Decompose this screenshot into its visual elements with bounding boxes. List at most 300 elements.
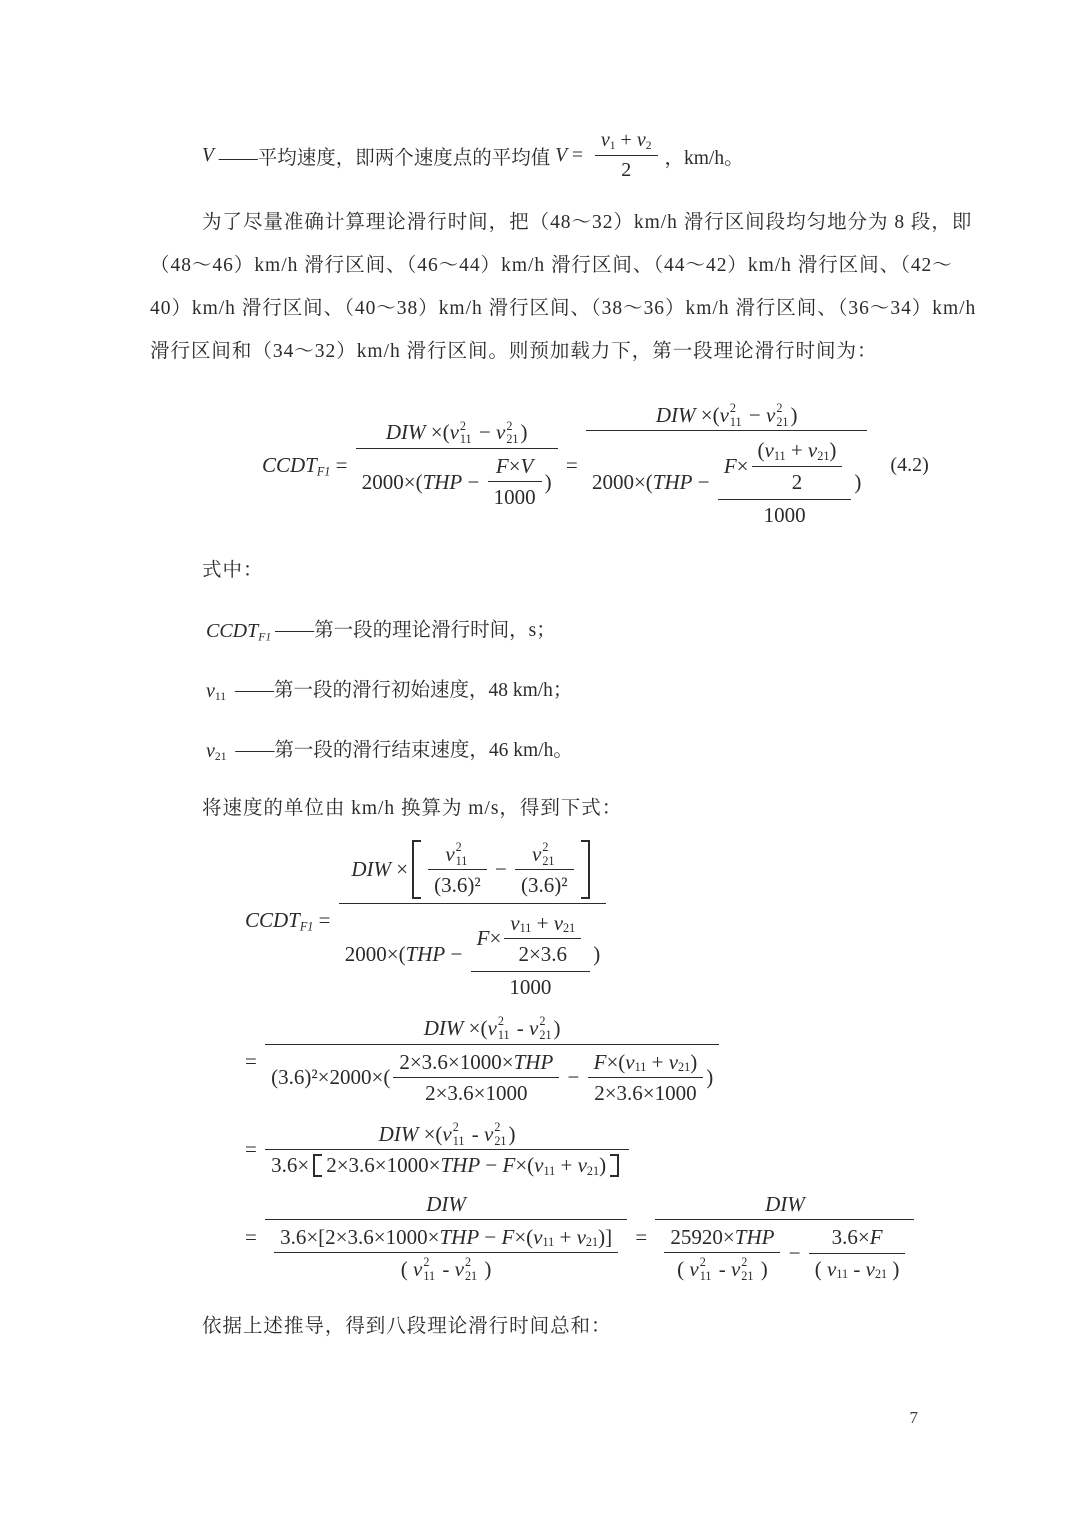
math-token: v [865, 1256, 875, 1281]
math-row [664, 1222, 780, 1252]
math-token: F1 [258, 630, 272, 644]
math-token: F1 [316, 464, 331, 479]
sup-sub-stack [423, 1256, 435, 1283]
math-token: ( [814, 1256, 828, 1281]
math-token: F [495, 453, 509, 478]
math-token: × [508, 453, 521, 478]
math-token: ( [757, 438, 765, 463]
math-token: ) [706, 1065, 714, 1090]
unit-text: ，km/h。 [664, 147, 744, 169]
fraction [595, 126, 658, 185]
superscript: 2 [741, 1255, 748, 1270]
math-token: DIW [426, 1191, 466, 1216]
math-token: (3.6)² [521, 873, 568, 898]
math-token: = [245, 1049, 263, 1074]
superscript: 2 [776, 401, 783, 415]
definition-text: ——第一段的滑行结束速度，46 km/h。 [230, 740, 573, 762]
math-token: + [531, 910, 554, 935]
math-row [809, 1222, 906, 1252]
math-token: THP [513, 1049, 554, 1074]
math-token: F [869, 1225, 883, 1250]
math-row [586, 430, 867, 532]
subscript: 21 [464, 1268, 478, 1283]
math-token: − [783, 1241, 806, 1266]
math-token: v [827, 1256, 837, 1281]
fraction [356, 417, 558, 515]
math-token: 3.6×[2×3.6×1000× [280, 1224, 440, 1249]
fraction [655, 1189, 914, 1287]
subscript: 21 [776, 414, 789, 429]
subscript: 11 [459, 432, 472, 447]
math-token: − [480, 1153, 503, 1178]
math-row [356, 448, 558, 515]
math-token: v [206, 739, 215, 762]
math-token: 3.6× [271, 1153, 310, 1178]
math-token: DIW [378, 1121, 419, 1146]
page-number: 7 [909, 1408, 918, 1427]
math-row [428, 838, 487, 869]
fraction [339, 836, 606, 1004]
math-row [718, 433, 852, 499]
intro-line-3: 40）km/h 滑行区间、（40～38）km/h 滑行区间、（38～36）km/h 滑行区间、（36～34）km/h [150, 298, 977, 319]
sup-sub-stack [453, 1121, 465, 1148]
superscript: 2 [542, 840, 549, 855]
average-speed-text: ——平均速度，即两个速度点的平均值 [213, 147, 556, 169]
math-token: THP [440, 1153, 481, 1178]
math-token: v [577, 1153, 587, 1178]
math-token: 11 [214, 689, 227, 703]
subscript: 11 [497, 1027, 510, 1042]
math-row [752, 435, 843, 465]
math-row [809, 1253, 906, 1284]
superscript: 2 [506, 418, 513, 433]
math-token: = [330, 453, 353, 478]
math-row [245, 1118, 632, 1181]
sup-sub-stack [776, 402, 788, 429]
math-row [206, 619, 271, 644]
math-token: 2×3.6×1000× [399, 1049, 514, 1074]
math-row [664, 1252, 780, 1284]
math-row [274, 1222, 618, 1252]
fraction [752, 435, 843, 497]
math-token: 21 [817, 448, 830, 463]
paragraph-segment-intro [150, 201, 977, 373]
math-row [265, 1118, 629, 1149]
math-token: v [445, 841, 455, 866]
math-token: v [449, 420, 459, 445]
page-content [150, 0, 977, 1342]
math-token: 21 [214, 749, 227, 763]
superscript: 2 [539, 1014, 546, 1029]
math-row [356, 417, 558, 448]
math-token: ) [755, 1256, 768, 1281]
math-row [588, 1047, 704, 1077]
math-row [206, 679, 226, 704]
subscript: 21 [741, 1268, 754, 1283]
math-token: v [553, 910, 564, 935]
math-token: ( [677, 1256, 690, 1281]
sup-sub-stack [730, 402, 742, 429]
fraction [515, 838, 574, 901]
math-token: 2 [791, 469, 803, 494]
math-row [245, 1012, 722, 1110]
math-token: v [487, 1015, 497, 1040]
sup-sub-stack [506, 420, 518, 447]
math-token: + [785, 438, 808, 463]
math-token: + [555, 1153, 578, 1178]
math-row [504, 938, 581, 969]
math-token: (3.6)²×2000×( [271, 1065, 391, 1090]
math-token: THP [652, 469, 693, 494]
definition-v21 [150, 736, 940, 766]
definition-v11 [150, 676, 940, 706]
math-token: + [646, 1049, 669, 1074]
math-token: ) [553, 1015, 561, 1040]
math-token: v [529, 1015, 539, 1040]
math-token: (3.6)² [434, 873, 481, 898]
math-token: 2000×( [344, 941, 406, 966]
sup-sub-stack [465, 1256, 477, 1283]
math-token: CCDT [206, 619, 259, 642]
math-row [718, 499, 852, 530]
math-row [393, 1047, 559, 1077]
math-token: F [476, 926, 490, 951]
right-bracket [610, 1154, 619, 1176]
math-token: ×( [606, 1049, 626, 1074]
math-token: v [730, 1256, 741, 1281]
fraction [588, 1047, 704, 1109]
math-token: THP [405, 941, 446, 966]
math-token: F [593, 1049, 607, 1074]
paragraph-average-speed [202, 126, 940, 185]
sup-sub-stack [460, 420, 472, 447]
math-row [265, 1012, 719, 1043]
math-token: ×( [514, 1224, 534, 1249]
math-row [339, 836, 606, 903]
math-token: 11 [634, 1060, 647, 1075]
equals-sign: = [567, 144, 588, 166]
math-token: 11 [773, 448, 786, 463]
math-token: - [848, 1256, 866, 1281]
math-token: = [313, 908, 336, 933]
math-token: v [625, 1049, 635, 1074]
definition-text: ——第一段的理论滑行时间，s； [275, 620, 556, 642]
math-token: 11 [836, 1267, 849, 1282]
math-row [504, 908, 581, 938]
math-token: − [445, 941, 468, 966]
math-token: v [766, 402, 776, 427]
math-row [262, 399, 870, 532]
math-token: v [719, 402, 729, 427]
superscript: 2 [423, 1255, 430, 1270]
math-token: v [206, 679, 215, 702]
superscript: 2 [452, 1120, 459, 1135]
math-token: CCDT [245, 908, 300, 933]
subscript: 11 [423, 1268, 436, 1283]
math-token: )] [598, 1224, 613, 1249]
math-token: ) [829, 438, 837, 463]
left-bracket [313, 1154, 322, 1176]
math-token: F [501, 1224, 515, 1249]
math-token: ) [593, 941, 601, 966]
left-bracket [412, 840, 421, 899]
math-token: DIW [385, 420, 426, 445]
math-row [245, 1189, 917, 1287]
subscript: 21 [542, 853, 555, 868]
superscript: 2 [459, 418, 467, 433]
math-row [515, 869, 574, 900]
math-token: ) [790, 402, 798, 427]
math-token: 2×3.6×1000 [594, 1080, 697, 1105]
subscript: 21 [539, 1027, 552, 1042]
fraction [664, 1222, 780, 1285]
math-token: 11 [543, 1163, 556, 1178]
math-token: 2000×( [591, 469, 653, 494]
math-row [428, 869, 487, 900]
math-row [515, 838, 574, 869]
fraction [393, 1047, 559, 1109]
math-token: F [723, 453, 737, 478]
subscript: 11 [729, 414, 742, 429]
math-row [588, 1077, 704, 1108]
fraction [504, 908, 581, 970]
math-token: = [560, 453, 583, 478]
fraction [428, 838, 487, 901]
math-token: 2 [645, 139, 652, 153]
math-row [586, 399, 867, 430]
math-row [265, 1219, 627, 1287]
symbol-v11 [206, 679, 226, 704]
equation-number: (4.2) [890, 454, 929, 477]
math-token: v [600, 129, 610, 151]
math-token: THP [439, 1224, 480, 1249]
math-token: 21 [586, 1163, 600, 1178]
math-token: DIW [423, 1015, 464, 1040]
sup-sub-stack [542, 841, 554, 868]
math-token: v [764, 438, 774, 463]
symbol-v21 [206, 739, 226, 764]
math-token: ) [854, 469, 862, 494]
formula-step-2 [245, 1118, 632, 1181]
math-token: 21 [563, 921, 576, 936]
math-token: − [489, 857, 512, 882]
math-row [274, 1252, 618, 1284]
math-row [265, 1149, 629, 1180]
math-token: v [496, 420, 506, 445]
math-row [471, 971, 591, 1002]
math-row [488, 481, 542, 512]
where-label: 式中： [202, 560, 264, 582]
sup-sub-stack [700, 1256, 712, 1283]
math-token: v [807, 438, 818, 463]
subscript: 11 [455, 853, 468, 868]
math-token: 2000×( [361, 469, 423, 494]
superscript: 2 [455, 840, 462, 855]
math-token: 2×3.6×1000 [425, 1080, 528, 1105]
math-token: ×( [418, 1121, 443, 1146]
formula-4-2-block [262, 399, 940, 532]
fraction [809, 1222, 906, 1284]
math-token: ×( [515, 1153, 535, 1178]
math-token: v [533, 1224, 543, 1249]
math-token: v [668, 1049, 679, 1074]
fraction [265, 1012, 719, 1110]
sup-sub-stack [494, 1121, 506, 1148]
math-token: - [511, 1015, 530, 1040]
math-token: v [689, 1256, 699, 1281]
intro-line-1: 为了尽量准确计算理论滑行时间，把（48～32）km/h 滑行区间段均匀地分为 8 段，即 [202, 212, 973, 233]
formula-4-2 [262, 399, 870, 532]
math-token: ×( [425, 420, 450, 445]
sup-sub-stack [498, 1015, 510, 1042]
math-row [595, 126, 658, 155]
fraction [265, 1189, 627, 1287]
math-token: v [576, 1224, 586, 1249]
math-token: − [462, 469, 485, 494]
definition-ccdt-f1 [150, 616, 940, 646]
math-token: 11 [519, 921, 532, 936]
paragraph-unit-conversion: 将速度的单位由 km/h 换算为 m/s，得到下式： [202, 798, 623, 820]
intro-line-4: 滑行区间和（34～32）km/h 滑行区间。则预加载力下，第一段理论滑行时间为： [150, 341, 878, 362]
superscript: 2 [497, 1014, 504, 1029]
math-token: ) [690, 1049, 698, 1074]
math-token: 2×3.6 [518, 941, 568, 966]
math-token: - [713, 1256, 731, 1281]
math-token: × [489, 926, 502, 951]
subscript: 11 [452, 1133, 465, 1148]
math-token: v [483, 1121, 494, 1146]
fraction [488, 451, 542, 513]
math-token: THP [422, 469, 463, 494]
symbol-ccdt-f1 [206, 619, 271, 644]
math-token: v [510, 910, 520, 935]
math-token: − [473, 420, 496, 445]
math-token: 25920× [670, 1224, 735, 1249]
math-token: DIW [655, 402, 696, 427]
math-token: 21 [585, 1235, 599, 1250]
math-token: v [413, 1256, 423, 1281]
right-bracket [581, 840, 590, 899]
math-token: = [245, 1225, 263, 1250]
math-row [339, 903, 606, 1005]
formula-step-2-block [245, 1118, 940, 1181]
subscript: 21 [506, 432, 519, 447]
math-token: 11 [542, 1235, 555, 1250]
math-token: V [520, 453, 534, 478]
superscript: 2 [699, 1255, 706, 1270]
math-row [752, 466, 843, 497]
math-token: - [437, 1256, 455, 1281]
math-token: + [554, 1224, 577, 1249]
formula-average-speed-fraction [592, 126, 661, 185]
formula-step-3 [245, 1189, 917, 1287]
math-token: CCDT [262, 453, 317, 478]
math-token: = [630, 1225, 653, 1250]
math-token: 1000 [763, 502, 806, 527]
math-token: THP [734, 1224, 775, 1249]
math-token: + [615, 129, 637, 151]
superscript: 2 [464, 1255, 472, 1270]
fraction [718, 433, 852, 530]
math-row [265, 1189, 627, 1219]
math-token: = [245, 1137, 263, 1162]
paragraph-sum-intro: 依据上述推导，得到八段理论滑行时间总和： [202, 1316, 612, 1338]
math-token: v [442, 1121, 452, 1146]
math-token: ( [400, 1256, 414, 1281]
sup-sub-stack [741, 1256, 753, 1283]
math-token: 21 [874, 1267, 888, 1282]
formula-step-1-block [245, 1012, 940, 1110]
formula-conversion [245, 836, 609, 1004]
math-token: DIW [351, 857, 392, 882]
formula-step-3-block [245, 1189, 940, 1287]
formula-conversion-block [245, 836, 940, 1004]
intro-line-2: （48～46）km/h 滑行区间、（46～44）km/h 滑行区间、（44～42）km/h 滑行区间、（42～ [150, 255, 953, 276]
subscript: 11 [699, 1268, 712, 1283]
math-token: ) [479, 1256, 492, 1281]
math-token: ) [508, 1121, 516, 1146]
math-row [393, 1077, 559, 1108]
subscript: 21 [494, 1133, 507, 1148]
math-token: 3.6× [831, 1225, 870, 1250]
math-token: v [454, 1256, 464, 1281]
math-token: v [534, 1153, 544, 1178]
math-token: ) [887, 1256, 900, 1281]
superscript: 2 [494, 1120, 501, 1135]
math-row [655, 1189, 914, 1219]
definition-text: ——第一段的滑行初始速度，48 km/h； [230, 680, 573, 702]
math-token: - [466, 1121, 484, 1146]
math-token: 2 [621, 159, 632, 181]
math-token: 1000 [509, 975, 552, 1000]
math-token: 1 [609, 139, 616, 153]
math-row [245, 836, 609, 1004]
var-v-symbol: V [202, 144, 214, 166]
sup-sub-stack [456, 841, 468, 868]
math-token: × [391, 857, 409, 882]
math-token: ) [520, 420, 528, 445]
math-token: 2×3.6×1000× [326, 1153, 441, 1178]
math-row [206, 739, 226, 764]
math-token: v [532, 841, 542, 866]
math-token: − [692, 469, 715, 494]
fraction [586, 399, 867, 532]
math-token: 1000 [493, 485, 536, 510]
math-token: ) [599, 1153, 607, 1178]
math-token: F [502, 1153, 516, 1178]
math-token: F1 [299, 919, 314, 934]
math-token: DIW [765, 1191, 805, 1216]
math-token: ×( [463, 1015, 488, 1040]
fraction [471, 906, 591, 1003]
math-token: − [562, 1065, 585, 1090]
math-row [655, 1219, 914, 1287]
math-token: ) [544, 469, 552, 494]
math-token: ×( [695, 402, 720, 427]
math-token: − [743, 402, 766, 427]
math-row [595, 155, 658, 185]
math-token: 21 [678, 1060, 691, 1075]
sup-sub-stack [539, 1015, 551, 1042]
superscript: 2 [729, 401, 737, 415]
math-token: v [636, 129, 646, 151]
math-token: × [736, 453, 749, 478]
fraction [274, 1222, 618, 1285]
math-row [471, 906, 591, 972]
math-row [488, 451, 542, 481]
math-row [265, 1044, 719, 1111]
formula-step-1 [245, 1012, 722, 1110]
